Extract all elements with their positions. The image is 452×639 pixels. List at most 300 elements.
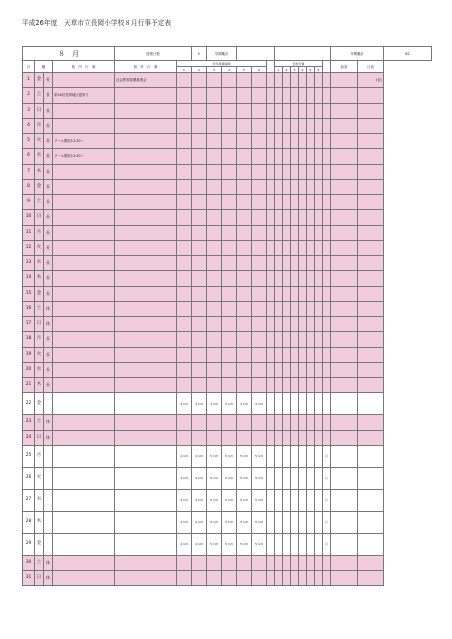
row-note xyxy=(331,430,358,445)
day-of-week: 日 xyxy=(35,317,44,332)
hours-cell xyxy=(192,225,207,240)
hours-grade-4: 4 xyxy=(222,67,237,73)
hours-cell xyxy=(177,332,192,347)
row-note xyxy=(331,118,358,133)
count-cell xyxy=(291,271,299,286)
duty-staff xyxy=(358,332,384,347)
count-cell xyxy=(291,489,299,511)
count-cell xyxy=(299,347,307,362)
count-cell xyxy=(275,73,283,88)
day-number: 4 xyxy=(23,118,35,133)
lunch-mark xyxy=(323,317,331,332)
count-cell xyxy=(299,571,307,586)
day-number: 30 xyxy=(23,555,35,570)
external-event xyxy=(115,134,177,149)
lunch-mark xyxy=(323,240,331,255)
blank-cell xyxy=(267,134,275,149)
school-event xyxy=(53,533,115,555)
day-status xyxy=(44,489,53,511)
hours-cell xyxy=(252,347,267,362)
count-grade-6: 6 xyxy=(315,67,323,73)
count-cell xyxy=(307,134,315,149)
hours-cell xyxy=(222,347,237,362)
day-number: 6 xyxy=(23,149,35,164)
external-event xyxy=(115,256,177,271)
hours-cell: 5 1/3 xyxy=(207,445,222,467)
day-status: 長 xyxy=(44,164,53,179)
count-cell xyxy=(283,240,291,255)
count-cell xyxy=(275,118,283,133)
hours-cell xyxy=(192,256,207,271)
school-event xyxy=(53,73,115,88)
count-cell xyxy=(299,88,307,103)
blank-cell xyxy=(267,555,275,570)
count-cell xyxy=(299,149,307,164)
day-of-week: 月 xyxy=(35,225,44,240)
hours-cell xyxy=(222,164,237,179)
count-cell xyxy=(315,393,323,415)
count-cell xyxy=(315,103,323,118)
duty-staff xyxy=(358,317,384,332)
hours-cell xyxy=(177,256,192,271)
hours-cell xyxy=(237,555,252,570)
hours-cell xyxy=(207,332,222,347)
count-cell xyxy=(291,415,299,430)
day-number: 20 xyxy=(23,362,35,377)
row-note xyxy=(331,332,358,347)
day-status: 長 xyxy=(44,73,53,88)
day-of-week: 土 xyxy=(35,301,44,316)
hours-cell: 5 1/3 xyxy=(237,511,252,533)
hours-cell xyxy=(252,88,267,103)
hours-cell: 3 1/3 xyxy=(252,393,267,415)
hours-cell xyxy=(207,164,222,179)
hours-cell xyxy=(237,195,252,210)
count-cell xyxy=(299,256,307,271)
row-note xyxy=(331,511,358,533)
count-cell xyxy=(315,149,323,164)
count-cell xyxy=(307,430,315,445)
duty-staff xyxy=(358,533,384,555)
day-row xyxy=(23,286,432,301)
schedule-table xyxy=(22,46,432,586)
external-event xyxy=(115,149,177,164)
hours-cell xyxy=(177,347,192,362)
lunch-mark xyxy=(323,256,331,271)
count-cell xyxy=(315,347,323,362)
external-event xyxy=(115,332,177,347)
count-cell xyxy=(299,511,307,533)
row-note xyxy=(331,149,358,164)
count-cell xyxy=(315,571,323,586)
count-cell xyxy=(307,225,315,240)
day-row xyxy=(23,415,432,430)
hours-cell xyxy=(237,225,252,240)
hours-cell xyxy=(252,332,267,347)
count-cell xyxy=(283,445,291,467)
external-event xyxy=(115,103,177,118)
day-row xyxy=(23,317,432,332)
day-of-week: 金 xyxy=(35,73,44,88)
hours-cell xyxy=(222,301,237,316)
duty-staff xyxy=(358,103,384,118)
count-cell xyxy=(299,195,307,210)
hours-grade-6: 6 xyxy=(252,67,267,73)
day-status xyxy=(44,467,53,489)
school-event xyxy=(53,511,115,533)
external-event xyxy=(115,533,177,555)
hours-cell xyxy=(192,301,207,316)
count-cell xyxy=(315,430,323,445)
row-note xyxy=(331,195,358,210)
day-row xyxy=(23,164,432,179)
day-of-week: 日 xyxy=(35,571,44,586)
blank-cell xyxy=(267,301,275,316)
hours-cell xyxy=(237,347,252,362)
hours-cell: 4 1/3 xyxy=(177,533,192,555)
day-of-week: 水 xyxy=(35,489,44,511)
hours-cell xyxy=(207,362,222,377)
hours-cell xyxy=(207,286,222,301)
count-cell xyxy=(283,210,291,225)
count-cell xyxy=(275,256,283,271)
hours-cell xyxy=(177,73,192,88)
hours-cell xyxy=(192,378,207,393)
hours-cell xyxy=(177,555,192,570)
count-cell xyxy=(307,362,315,377)
hours-cell xyxy=(237,103,252,118)
day-row xyxy=(23,301,432,316)
day-row xyxy=(23,445,432,467)
count-cell xyxy=(307,445,315,467)
hours-cell xyxy=(177,240,192,255)
count-cell xyxy=(299,317,307,332)
external-event xyxy=(115,225,177,240)
hours-cell xyxy=(207,149,222,164)
count-cell xyxy=(291,378,299,393)
day-status: 休 xyxy=(44,415,53,430)
hours-cell xyxy=(192,347,207,362)
external-event xyxy=(115,467,177,489)
blank-cell xyxy=(267,73,275,88)
lunch-mark xyxy=(323,210,331,225)
hours-cell xyxy=(177,317,192,332)
blank-cell xyxy=(267,256,275,271)
external-event xyxy=(115,210,177,225)
duty-staff xyxy=(358,149,384,164)
count-cell xyxy=(291,430,299,445)
count-cell xyxy=(299,286,307,301)
day-of-week: 水 xyxy=(35,149,44,164)
lunch-mark xyxy=(323,149,331,164)
hours-cell xyxy=(252,378,267,393)
hours-cell: 5 1/3 xyxy=(207,467,222,489)
count-cell xyxy=(315,256,323,271)
day-number: 2 xyxy=(23,88,35,103)
hours-cell xyxy=(222,256,237,271)
school-event xyxy=(53,378,115,393)
hours-cell: 4 1/3 xyxy=(177,511,192,533)
count-grade-5: 5 xyxy=(307,67,315,73)
duty-staff xyxy=(358,301,384,316)
count-cell xyxy=(275,286,283,301)
hours-cell: 5 1/3 xyxy=(237,533,252,555)
hours-cell xyxy=(252,134,267,149)
hours-cell: 4 1/3 xyxy=(192,533,207,555)
hours-cell xyxy=(237,134,252,149)
school-event xyxy=(53,103,115,118)
month-label: ８ 月 xyxy=(23,47,115,61)
blank-cell xyxy=(267,103,275,118)
count-cell xyxy=(283,164,291,179)
hours-cell: 5 1/3 xyxy=(207,533,222,555)
row-note xyxy=(331,210,358,225)
annual-cumulative-label: 年間累計 xyxy=(331,47,384,61)
count-cell xyxy=(315,415,323,430)
hours-cell xyxy=(177,362,192,377)
lunch-mark xyxy=(323,430,331,445)
duty-staff xyxy=(358,118,384,133)
annual-cumulative-value: 82 xyxy=(384,47,432,61)
schedule-rows xyxy=(23,73,432,586)
hours-cell: 5 1/3 xyxy=(222,489,237,511)
hours-cell xyxy=(207,179,222,194)
external-event: 社会教育振興推進会 xyxy=(115,73,177,88)
duty-staff: (佐) xyxy=(358,73,384,88)
hours-cell xyxy=(207,210,222,225)
count-cell xyxy=(315,179,323,194)
count-cell xyxy=(299,415,307,430)
count-cell xyxy=(275,489,283,511)
count-cell xyxy=(275,301,283,316)
hours-cell xyxy=(177,286,192,301)
day-number: 8 xyxy=(23,179,35,194)
blank-cell xyxy=(267,118,275,133)
day-status xyxy=(44,533,53,555)
day-row xyxy=(23,240,432,255)
day-status: 長 xyxy=(44,256,53,271)
hours-cell: 5 1/3 xyxy=(237,489,252,511)
count-cell xyxy=(307,256,315,271)
lunch-mark xyxy=(323,88,331,103)
hours-cell xyxy=(252,210,267,225)
school-event xyxy=(53,362,115,377)
day-of-week: 金 xyxy=(35,286,44,301)
count-cell xyxy=(315,533,323,555)
day-number: 14 xyxy=(23,271,35,286)
hours-cell: 5 1/3 xyxy=(207,511,222,533)
hours-cell xyxy=(252,286,267,301)
hours-cell xyxy=(207,415,222,430)
count-cell xyxy=(299,103,307,118)
lunch-mark xyxy=(323,134,331,149)
col-school-events: 校 内 行 事 xyxy=(53,61,115,73)
hours-cell xyxy=(252,415,267,430)
day-number: 23 xyxy=(23,415,35,430)
hours-cell xyxy=(177,430,192,445)
hours-cell: 5 1/3 xyxy=(252,445,267,467)
hours-cell xyxy=(222,179,237,194)
external-event xyxy=(115,240,177,255)
hours-cell xyxy=(252,179,267,194)
duty-staff xyxy=(358,445,384,467)
row-note xyxy=(331,256,358,271)
hours-cell xyxy=(177,103,192,118)
day-row xyxy=(23,511,432,533)
lunch-mark: ○ xyxy=(323,467,331,489)
row-note xyxy=(331,347,358,362)
count-cell xyxy=(307,378,315,393)
count-cell xyxy=(275,164,283,179)
school-days-label: 授業日数 xyxy=(115,47,192,61)
hours-cell xyxy=(252,73,267,88)
count-cell xyxy=(307,332,315,347)
duty-staff xyxy=(358,210,384,225)
hours-cell xyxy=(192,88,207,103)
school-days-value: ６ xyxy=(192,47,207,61)
lunch-mark xyxy=(323,415,331,430)
count-cell xyxy=(315,362,323,377)
day-number: 25 xyxy=(23,445,35,467)
hours-cell: 5 1/3 xyxy=(252,489,267,511)
row-note xyxy=(331,179,358,194)
count-cell xyxy=(307,179,315,194)
day-status: 長 xyxy=(44,195,53,210)
day-number: 29 xyxy=(23,533,35,555)
count-cell xyxy=(299,134,307,149)
count-cell xyxy=(291,286,299,301)
day-row xyxy=(23,430,432,445)
count-cell xyxy=(283,533,291,555)
count-cell xyxy=(291,301,299,316)
hours-cell xyxy=(207,256,222,271)
count-cell xyxy=(275,179,283,194)
day-row xyxy=(23,271,432,286)
count-cell xyxy=(291,445,299,467)
duty-staff xyxy=(358,286,384,301)
day-number: 26 xyxy=(23,467,35,489)
hours-cell xyxy=(177,225,192,240)
count-cell xyxy=(275,415,283,430)
day-number: 9 xyxy=(23,195,35,210)
row-note xyxy=(331,555,358,570)
hours-cell xyxy=(222,73,237,88)
count-cell xyxy=(307,210,315,225)
day-number: 12 xyxy=(23,240,35,255)
col-dow: 曜 xyxy=(35,61,53,73)
duty-staff xyxy=(358,164,384,179)
count-cell xyxy=(299,533,307,555)
duty-staff xyxy=(358,362,384,377)
count-cell xyxy=(283,378,291,393)
row-note xyxy=(331,134,358,149)
lunch-mark xyxy=(323,301,331,316)
hours-cell xyxy=(207,88,222,103)
hours-cell xyxy=(252,149,267,164)
count-cell xyxy=(291,467,299,489)
count-cell xyxy=(315,332,323,347)
col-hours-label: 学年授業時間 xyxy=(177,61,267,67)
day-number: 24 xyxy=(23,430,35,445)
col-duty: 日直 xyxy=(358,61,384,73)
hours-cell xyxy=(222,317,237,332)
blank-cell xyxy=(267,445,275,467)
count-cell xyxy=(275,149,283,164)
count-cell xyxy=(299,430,307,445)
hours-cell xyxy=(177,301,192,316)
hours-cell xyxy=(177,378,192,393)
count-cell xyxy=(315,240,323,255)
count-cell xyxy=(275,317,283,332)
hours-cell xyxy=(222,430,237,445)
row-note xyxy=(331,225,358,240)
day-number: 22 xyxy=(23,393,35,415)
row-note xyxy=(331,286,358,301)
day-of-week: 土 xyxy=(35,555,44,570)
school-event xyxy=(53,286,115,301)
hours-cell xyxy=(252,225,267,240)
school-event xyxy=(53,301,115,316)
external-event xyxy=(115,179,177,194)
hours-cell xyxy=(222,149,237,164)
blank-cell xyxy=(267,511,275,533)
hours-cell xyxy=(237,88,252,103)
row-note xyxy=(331,571,358,586)
blank-cell xyxy=(267,240,275,255)
count-cell xyxy=(307,415,315,430)
duty-staff xyxy=(358,571,384,586)
day-status: 休 xyxy=(44,317,53,332)
document-title: 平成26年度 天草市立長岡小学校８月行事予定表 xyxy=(22,19,172,27)
school-event xyxy=(53,415,115,430)
hours-cell: 4 1/3 xyxy=(192,467,207,489)
count-cell xyxy=(283,118,291,133)
count-cell xyxy=(291,134,299,149)
count-cell xyxy=(291,393,299,415)
count-cell xyxy=(275,362,283,377)
external-event xyxy=(115,317,177,332)
hours-cell xyxy=(237,240,252,255)
hours-cell xyxy=(192,430,207,445)
duty-staff xyxy=(358,555,384,570)
count-cell xyxy=(299,118,307,133)
hours-cell xyxy=(222,210,237,225)
day-of-week: 土 xyxy=(35,88,44,103)
count-cell xyxy=(315,164,323,179)
day-row xyxy=(23,210,432,225)
day-number: 10 xyxy=(23,210,35,225)
lunch-mark xyxy=(323,347,331,362)
day-row xyxy=(23,225,432,240)
cumulative-label: 学期累計 xyxy=(207,47,237,61)
hours-cell xyxy=(252,317,267,332)
count-cell xyxy=(307,195,315,210)
external-event xyxy=(115,195,177,210)
count-cell xyxy=(307,240,315,255)
day-number: 17 xyxy=(23,317,35,332)
day-of-week: 土 xyxy=(35,195,44,210)
row-note xyxy=(331,362,358,377)
hours-cell xyxy=(237,210,252,225)
count-grade-4: 4 xyxy=(299,67,307,73)
day-row xyxy=(23,103,432,118)
day-status: 長 xyxy=(44,271,53,286)
hours-cell xyxy=(207,271,222,286)
external-event xyxy=(115,555,177,570)
hours-cell xyxy=(177,88,192,103)
hours-cell xyxy=(252,571,267,586)
count-cell xyxy=(307,555,315,570)
